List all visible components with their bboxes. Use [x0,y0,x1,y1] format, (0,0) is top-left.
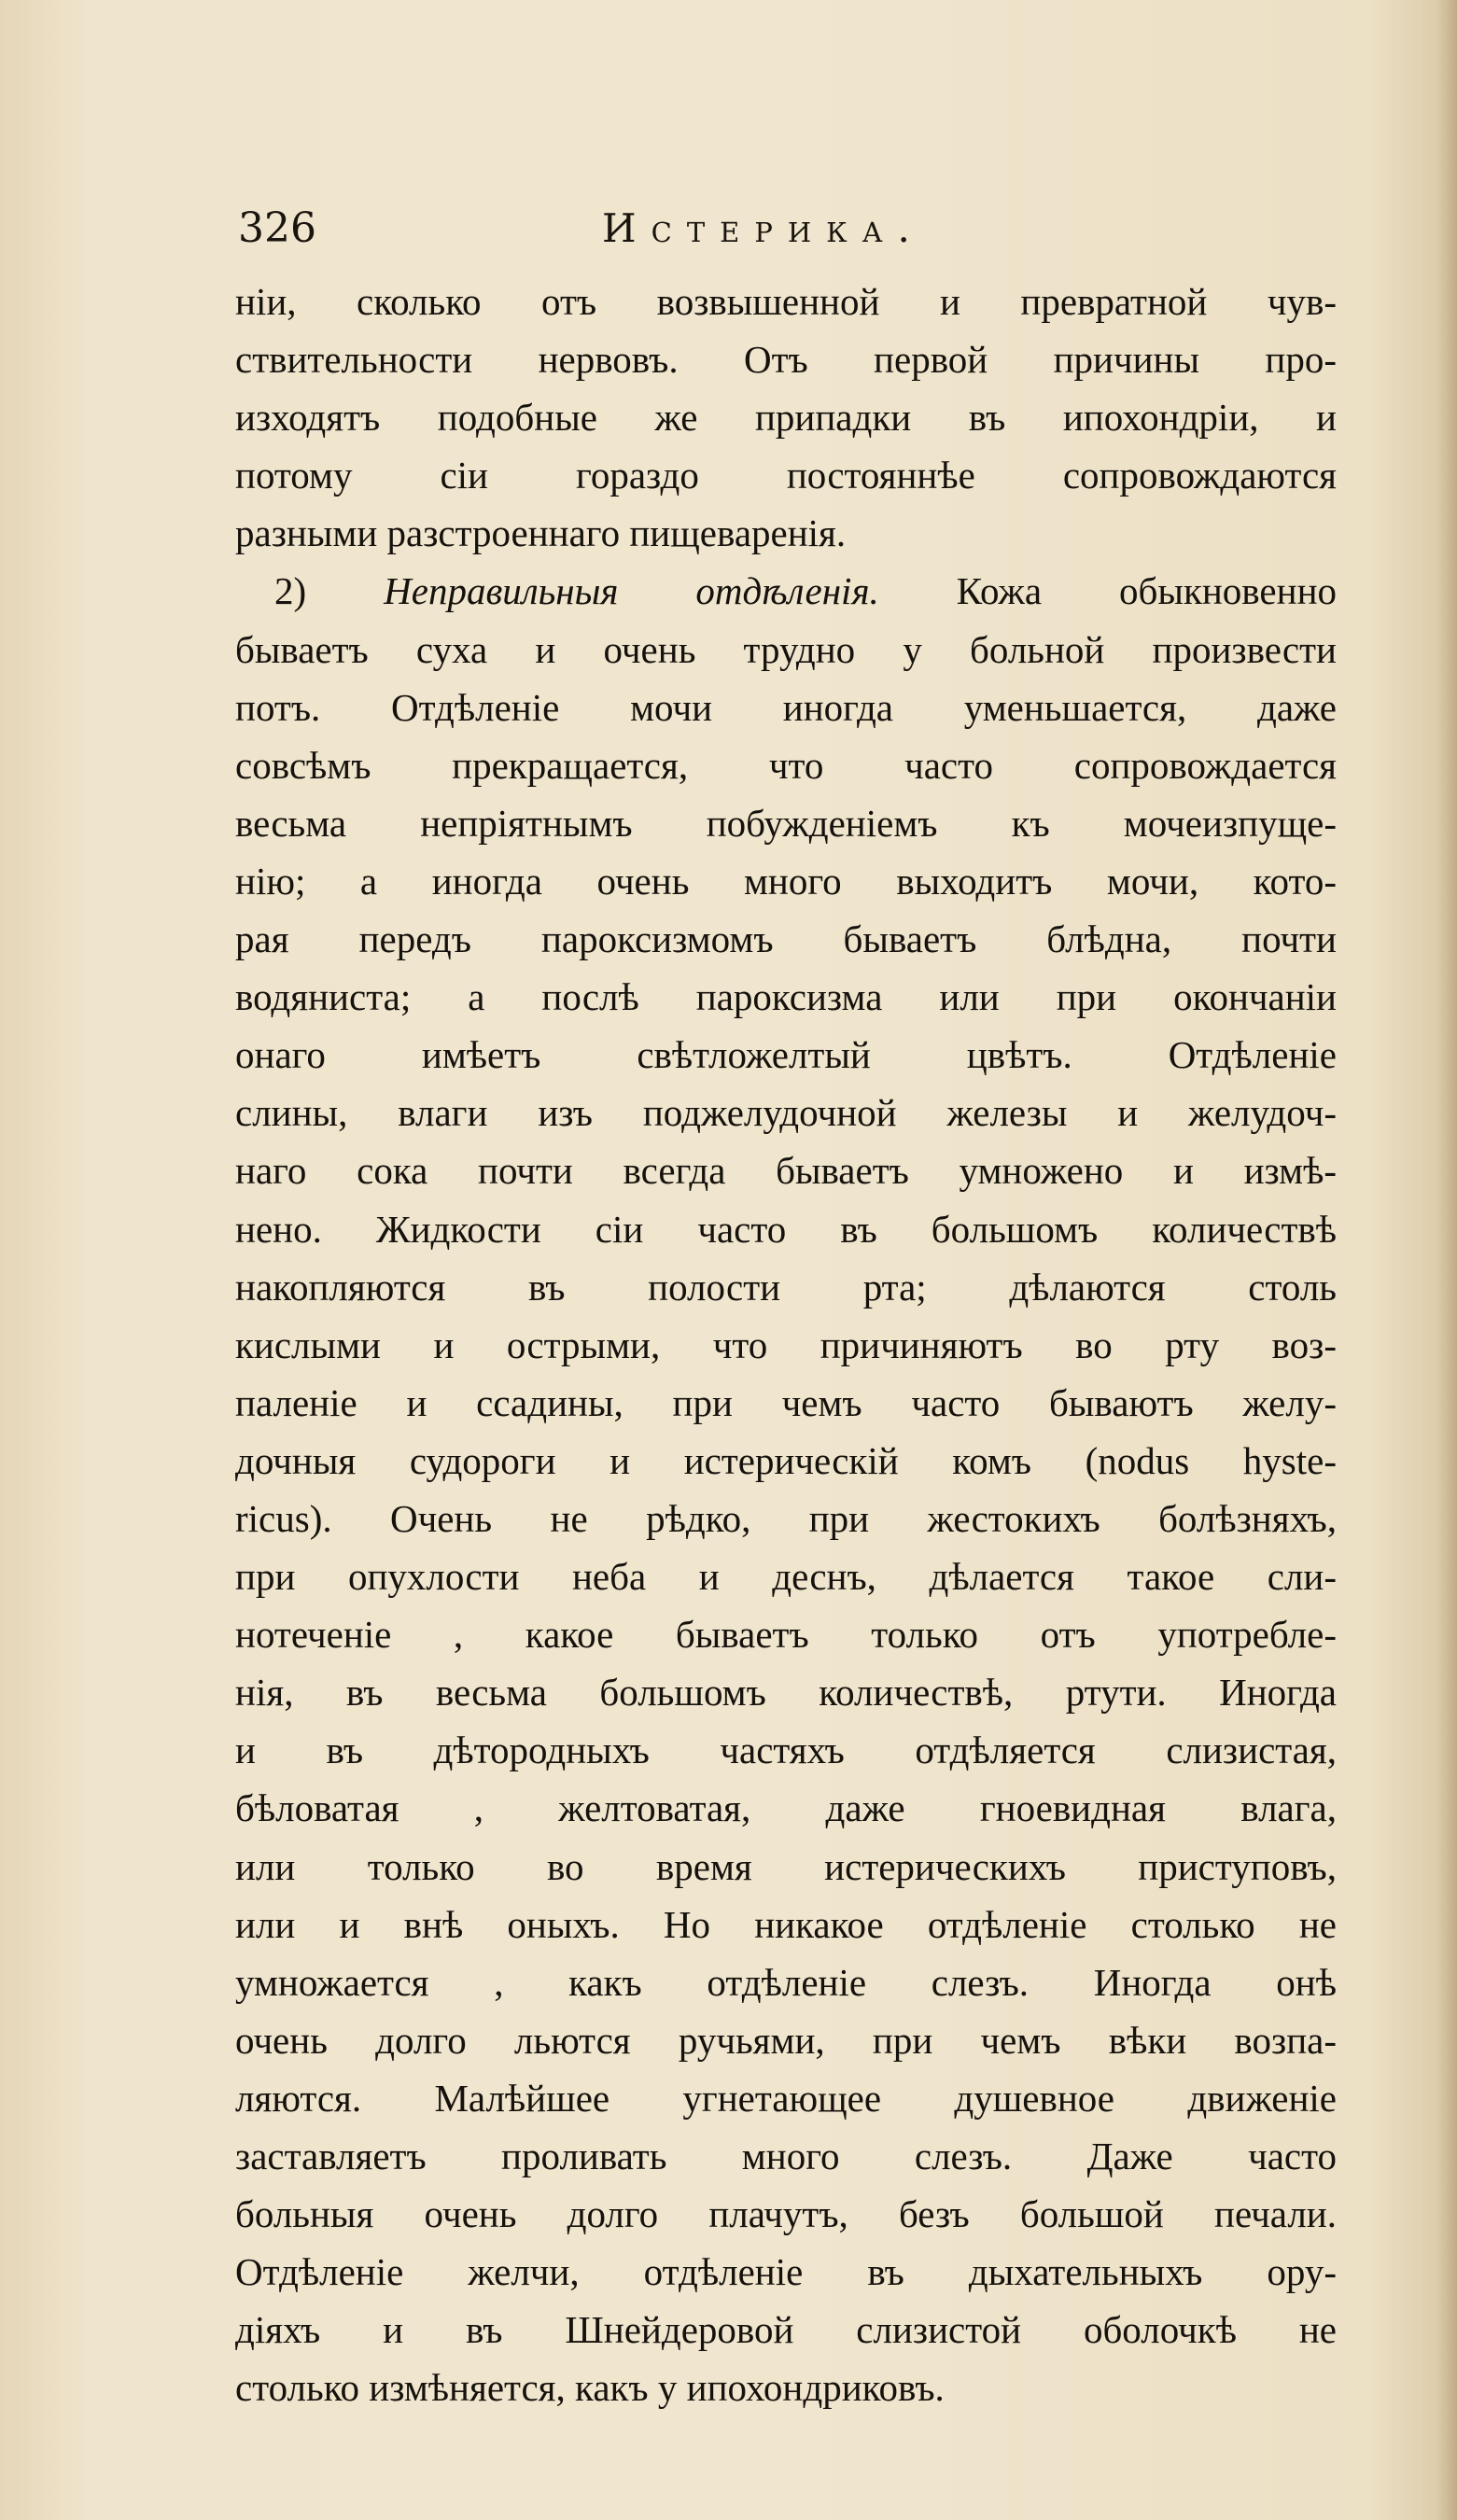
text-line [235,2301,1337,2359]
line-text: дiяхъ и въ Шнейдеровой слизистой оболочкѣ не [235,2308,1337,2352]
text-line [235,679,1337,736]
text-line [235,1779,1337,1837]
text-line [235,330,1337,388]
running-title: Истерика. [602,205,925,251]
text-line [235,2127,1337,2185]
text-line [235,1316,1337,1374]
text-line [235,852,1337,910]
list-number: 2) [274,569,307,613]
text-line [235,504,1337,562]
text-line [235,1026,1337,1084]
line-text: или только во время истерическихъ приступовъ, [235,1844,1337,1888]
text-line [235,2185,1337,2243]
line-text: паленiе и ссадины, при чемъ часто бываютъ желу- [235,1380,1337,1424]
line-text: кислыми и острыми, что причиняютъ во рту воз- [235,1323,1337,1366]
line-text: рая передъ пароксизмомъ бываетъ блѣдна, почти [235,917,1337,961]
line-text: потому сiи гораздо постояннѣе сопровождаются [235,454,1337,497]
line-text: совсѣмъ прекращается, что часто сопровождается [235,743,1337,787]
line-text: заставляетъ проливать много слезъ. Даже часто [235,2135,1337,2177]
line-text: водяниста; а послѣ пароксизма или при окончанiи [235,975,1337,1019]
line-text: столько измѣняется, какъ у ипохондриковъ. [235,2366,945,2410]
text-line [235,910,1337,968]
text-line [235,736,1337,794]
line-text: ствительности нервовъ. Отъ первой причины про- [235,338,1337,382]
section-heading-italic: Неправильныя отдѣленiя. [384,569,879,613]
line-text: больныя очень долго плачутъ, безъ большой печали. [235,2192,1337,2236]
text-line [235,446,1337,504]
text-line [235,1374,1337,1432]
text-line [235,1663,1337,1721]
line-text: Отдѣленiе желчи, отдѣленiе въ дыхательныхъ ору- [235,2250,1337,2294]
text-line [235,1490,1337,1547]
text-line [235,1896,1337,1953]
line-text: и въ дѣтородныхъ частяхъ отдѣляется слизистая, [235,1729,1337,1772]
text-line [235,1547,1337,1605]
text-line [235,794,1337,852]
line-text: потъ. Отдѣленiе мочи иногда уменьшается, даже [235,685,1337,729]
line-text: нено. Жидкости сiи часто въ большомъ количествѣ [235,1207,1337,1251]
line-text: изходятъ подобные же припадки въ ипохондрiи, и [235,396,1337,440]
text-line [235,1141,1337,1199]
text-line [235,562,1337,620]
line-text: разными разстроеннаго пищеваренiя. [235,511,847,555]
line-text: онаго имѣетъ свѣтложелтый цвѣтъ. Отдѣленiе [235,1033,1337,1077]
line-text: дочныя судороги и истерическiй комъ (nodus hyste- [235,1438,1337,1482]
line-text: слины, влаги изъ поджелудочной железы и желудоч- [235,1091,1337,1135]
text-line [235,1721,1337,1779]
text-line [235,1200,1337,1258]
text-line [235,2243,1337,2301]
line-text: при опухлости неба и деснъ, дѣлается такое сли- [235,1555,1337,1599]
line-text: весьма непрiятнымъ побужденiемъ къ мочеизпуще- [235,801,1337,845]
page-number: 326 [238,204,316,252]
line-text: бываетъ суха и очень трудно у больной произвести [235,627,1337,671]
text-line [235,388,1337,446]
body-text [235,273,1337,2416]
line-text: накопляются въ полости рта; дѣлаются столь [235,1265,1337,1309]
line-text: или и внѣ оныхъ. Но никакое отдѣленiе столько не [235,1902,1337,1946]
line-text: ляются. Малѣйшее угнетающее душевное движенiе [235,2076,1337,2120]
line-text: нiя, въ весьма большомъ количествѣ, ртути. Иногда [235,1671,1337,1715]
text-line [235,1258,1337,1316]
text-line [235,1953,1337,2011]
line-text: бѣловатая , желтоватая, даже гноевидная влага, [235,1786,1337,1830]
page-header [238,201,1339,266]
text-line [235,1605,1337,1663]
page-edge-shadow [1436,0,1457,2520]
text-line [235,968,1337,1026]
text-line [235,1084,1337,1141]
text-line [235,2069,1337,2127]
text-line [235,1838,1337,1896]
line-text: очень долго льются ручьями, при чемъ вѣки возпа- [235,2018,1337,2062]
line-text: умножается , какъ отдѣленiе слезъ. Иногда онѣ [235,1960,1337,2004]
text-line [235,273,1337,330]
line-text: нiи, сколько отъ возвышенной и превратной чув- [235,280,1337,323]
text-line [235,621,1337,679]
line-text: ricus). Очень не рѣдко, при жестокихъ болѣзняхъ, [235,1496,1337,1540]
line-text: нiю; а иногда очень много выходитъ мочи, кото- [235,859,1337,903]
text-line [235,1432,1337,1490]
line-text: нотеченiе , какое бываетъ только отъ употребле- [235,1613,1337,1657]
text-line [235,2359,1337,2416]
text-line [235,2011,1337,2069]
line-text: наго сока почти всегда бываетъ умножено и измѣ- [235,1149,1337,1193]
line-text: Кожа обыкновенно [956,569,1338,613]
